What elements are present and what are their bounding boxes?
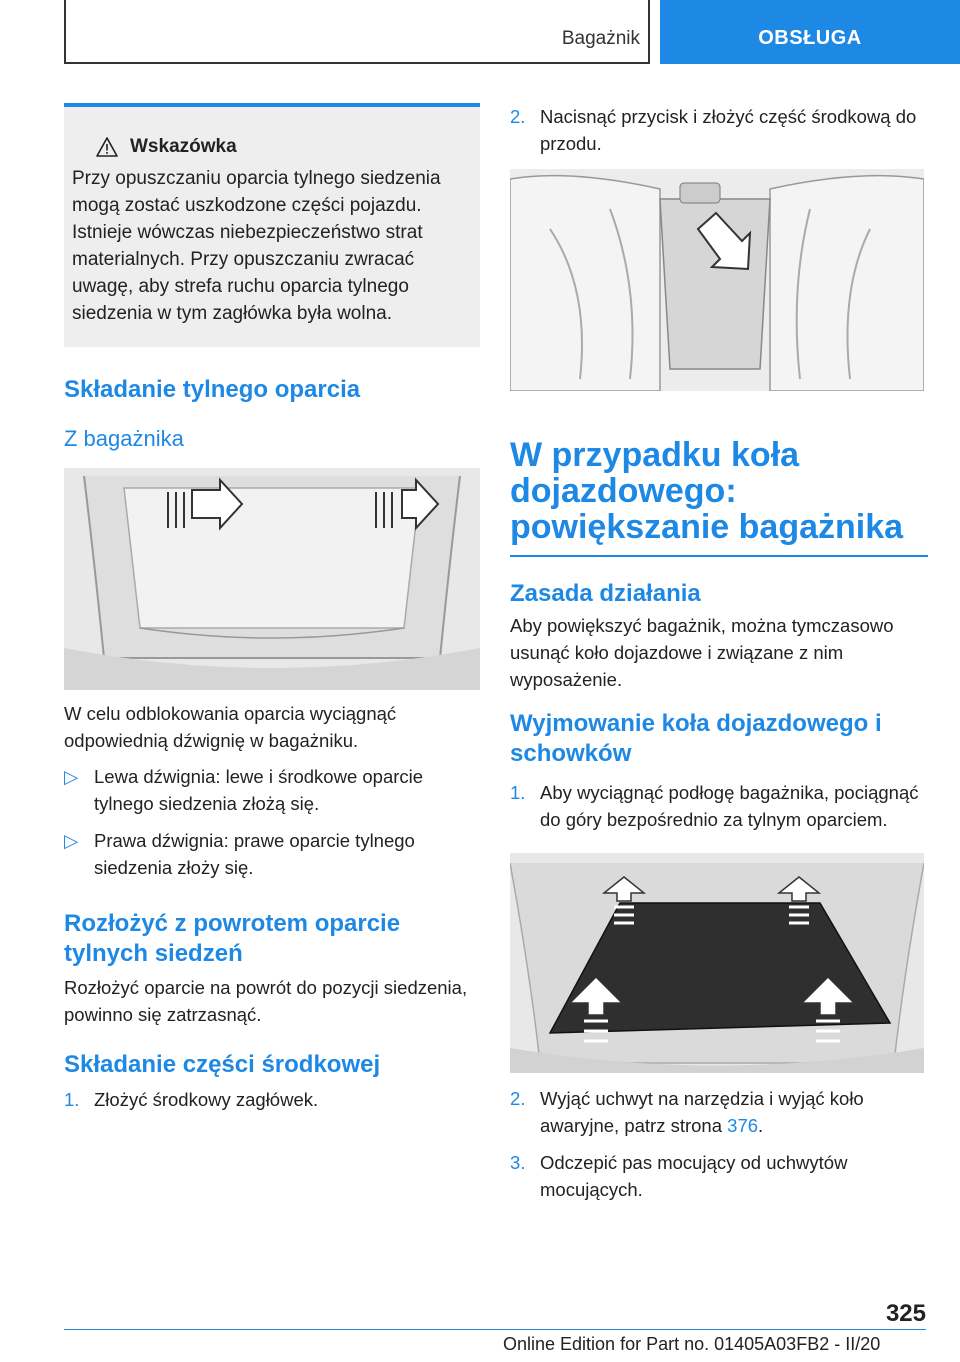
trunk-floor-illustration	[510, 853, 924, 1073]
list-item	[64, 827, 480, 881]
step-text: Wyjąć uchwyt na narzędzia i wyjąć koło awaryjne, patrz strona	[540, 1088, 864, 1136]
warning-header	[72, 133, 470, 160]
triangle-bullet-icon: ▷	[64, 830, 79, 851]
heading-remove-spare: Wyjmowanie koła dojazdowego i schowków	[510, 710, 882, 767]
right-column	[510, 103, 928, 1203]
step-fold-headrest: Złożyć środkowy zagłówek.	[94, 1089, 319, 1110]
heading-folding-backrest: Składanie tylnego oparcia	[64, 376, 361, 403]
heading-unfold-backrest: Rozłożyć z powrotem oparcie tylnych siedzeń	[64, 910, 401, 967]
step-number: 2.	[510, 106, 526, 127]
page-reference-link[interactable]: 376	[727, 1115, 759, 1136]
warning-box	[64, 103, 480, 347]
warning-title: Wskazówka	[130, 136, 237, 157]
warning-text: Przy opuszczaniu oparcia tylnego siedzenia mogą zostać uszkodzone części pojazdu. Istnieje wówczas niebezpieczeństwo strat materialnych. Przy opuszczaniu zwracać uwagę, aby strefa ruchu oparcia tylnego siedzenia w tym zagłówka była wolna.	[72, 168, 441, 324]
list-item	[510, 103, 928, 157]
list-item	[510, 1149, 928, 1203]
step-detach-strap: Odczepić pas mocujący od uchwytów mocujących.	[540, 1152, 848, 1200]
step-text-end: .	[758, 1115, 764, 1136]
step-remove-tool-holder	[540, 1085, 928, 1139]
header-chapter-tab[interactable]: OBSŁUGA	[660, 0, 960, 64]
step-number: 2.	[510, 1088, 526, 1109]
trunk-levers-illustration	[64, 468, 480, 690]
warning-triangle-icon	[96, 137, 118, 157]
step-number: 1.	[64, 1089, 80, 1110]
trunk-levers-drawing	[64, 468, 480, 690]
footer-divider	[64, 1329, 926, 1330]
header-section-title: Bagażnik	[561, 28, 640, 49]
bullet-left-lever: Lewa dźwignia: lewe i środkowe oparcie tylnego siedzenia złożą się.	[94, 766, 424, 814]
page-number: 325	[885, 1300, 926, 1327]
footer-edition: Online Edition for Part no. 01405A03FB2 - II/20	[503, 1334, 881, 1354]
heading-from-trunk: Z bagażnika	[64, 426, 184, 451]
list-item	[64, 1086, 480, 1113]
list-item	[64, 763, 480, 817]
unlock-text: W celu odblokowania oparcia wyciągnąć odpowiednią dźwignię w bagażniku.	[64, 703, 397, 751]
heading-middle-section: Składanie części środkowej	[64, 1051, 381, 1078]
trunk-floor-drawing	[510, 853, 924, 1073]
step-number: 1.	[510, 782, 526, 803]
left-column	[64, 103, 480, 1113]
bullet-right-lever: Prawa dźwignia: prawe oparcie tylnego siedzenia złoży się.	[94, 830, 415, 878]
heading-principle: Zasada działania	[510, 580, 701, 607]
list-item	[510, 779, 928, 833]
principle-text: Aby powiększyć bagażnik, można tymczasowo usunąć koło dojazdowe i związane z nim wyposażenie.	[510, 615, 894, 690]
list-item	[510, 1085, 928, 1139]
rear-seat-drawing	[510, 169, 924, 391]
triangle-bullet-icon: ▷	[64, 766, 79, 787]
unfold-text: Rozłożyć oparcie na powrót do pozycji siedzenia, powinno się zatrzasnąć.	[64, 977, 468, 1025]
step-lift-floor: Aby wyciągnąć podłogę bagażnika, pociągnąć do góry bezpośrednio za tylnym oparciem.	[540, 782, 919, 830]
step-number: 3.	[510, 1152, 526, 1173]
heading-spare-wheel: W przypadku koła dojazdowego: powiększanie bagażnika	[510, 437, 928, 557]
step-press-button: Nacisnąć przycisk i złożyć część środkową do przodu.	[540, 106, 917, 154]
rear-seat-illustration	[510, 169, 924, 391]
